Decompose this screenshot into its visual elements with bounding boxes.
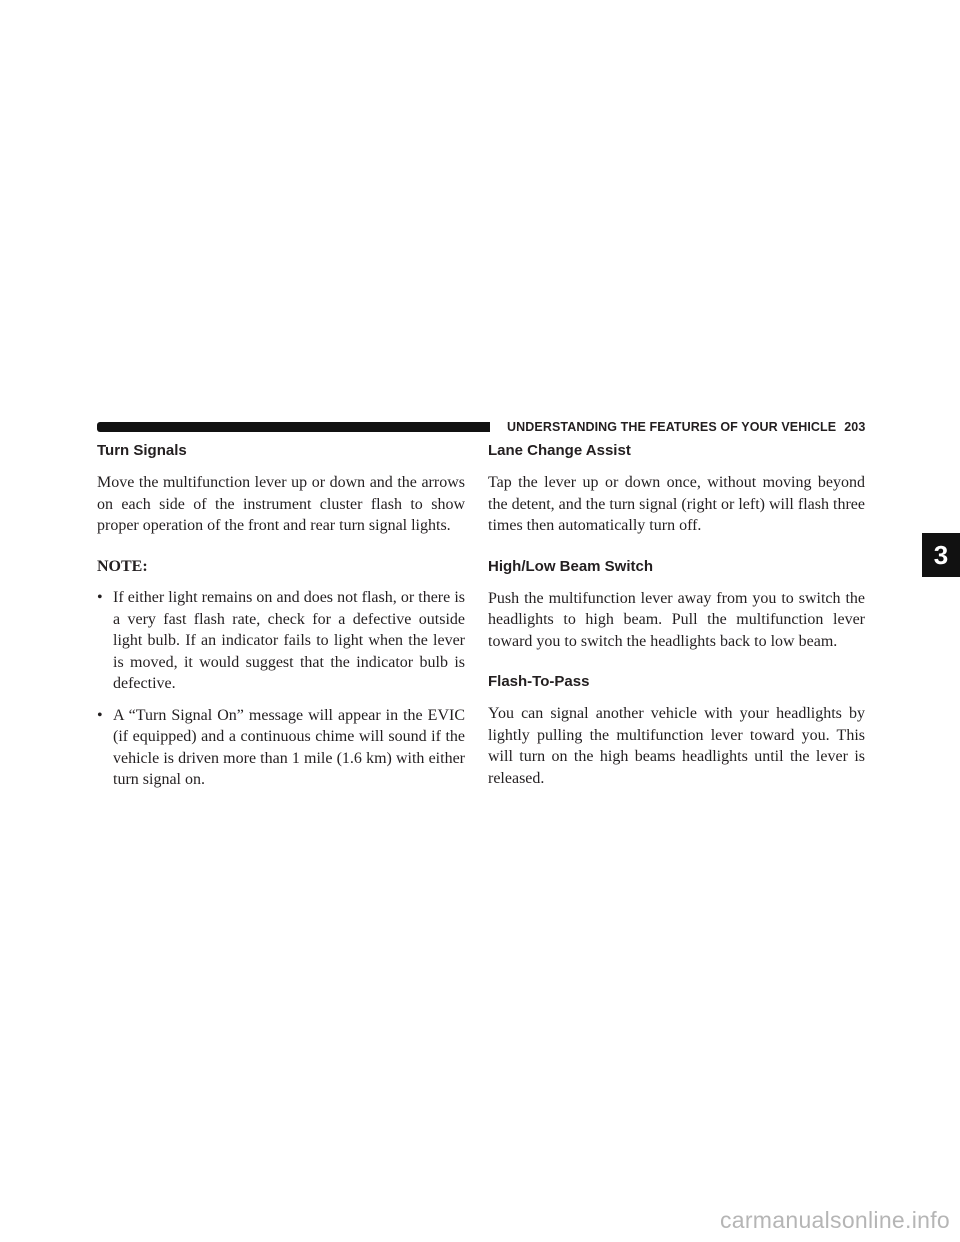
header-rule bbox=[97, 422, 490, 432]
flash-to-pass-body: You can signal another vehicle with your headlights by lightly pulling the multifunction lever toward you. This will turn on the high beams headlights until the lever is released. bbox=[488, 705, 865, 787]
beam-switch-body: Push the multifunction lever away from you to switch the headlights to high beam. Pull the multifunction lever toward you to switch the headlights back to low beam. bbox=[488, 589, 865, 650]
beam-switch-heading: High/Low Beam Switch bbox=[488, 557, 654, 575]
watermark: carmanualsonline.info bbox=[719, 1207, 950, 1233]
right-column bbox=[488, 440, 865, 789]
list-item-text: If either light remains on and does not flash, or there is a very fast flash rate, check for a defective outside light bulb. If an indicator fails to light when the lever is moved, it would suggest that the indicator bulb is defective. bbox=[113, 589, 465, 692]
bullet-icon: • bbox=[97, 706, 103, 724]
note-list bbox=[97, 587, 465, 791]
lane-change-body: Tap the lever up or down once, without moving beyond the detent, and the turn signal (right or left) will flash three times then automatically turn off. bbox=[488, 474, 865, 534]
list-item-text: A “Turn Signal On” message will appear in the EVIC (if equipped) and a continuous chime will sound if the vehicle is driven more than 1 mile (1.6 km) with either turn signal on. bbox=[113, 706, 465, 788]
section-title: UNDERSTANDING THE FEATURES OF YOUR VEHICLE bbox=[507, 420, 837, 434]
list-item bbox=[97, 705, 465, 791]
left-column bbox=[97, 440, 465, 791]
flash-to-pass-heading: Flash-To-Pass bbox=[488, 673, 590, 690]
turn-signals-heading: Turn Signals bbox=[97, 442, 187, 459]
lane-change-heading: Lane Change Assist bbox=[488, 442, 631, 459]
note-label: NOTE: bbox=[97, 557, 148, 575]
chapter-tab: 3 bbox=[922, 533, 960, 577]
page-number: 203 bbox=[844, 420, 866, 434]
running-header bbox=[507, 418, 865, 436]
bullet-icon: • bbox=[97, 589, 103, 606]
turn-signals-body: Move the multifunction lever up or down and the arrows on each side of the instrument cluster flash to show proper operation of the front and rear turn signal lights. bbox=[97, 474, 465, 534]
list-item bbox=[97, 587, 465, 695]
